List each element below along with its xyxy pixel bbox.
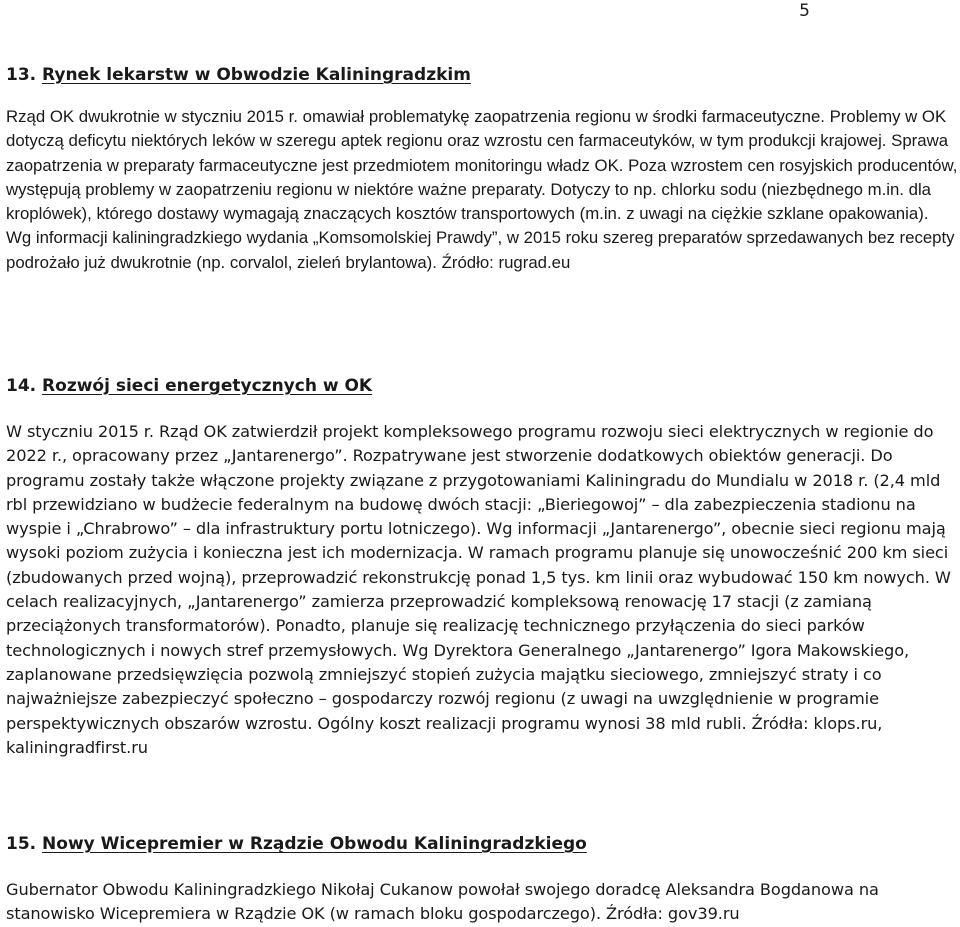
section-title: Rynek lekarstw w Obwodzie Kaliningradzkim (42, 65, 471, 85)
section-title: Rozwój sieci energetycznych w OK (42, 376, 373, 396)
page-number: 5 (799, 1, 810, 21)
section-14 (6, 374, 958, 760)
section-body: Rząd OK dwukrotnie w styczniu 2015 r. omawiał problematykę zaopatrzenia regionu w środki farmaceutyczne. Problemy w OK dotyczą deficytu niektórych leków w szeregu aptek regionu oraz wzrostu cen farmaceutyków, w tym produkcji krajowej. Sprawa zaopatrzenia w preparaty farmaceutyczne jest przedmiotem monitoringu władz OK. Poza wzrostem cen rosyjskich producentów, występują problemy w zaopatrzeniu regionu w niektóre ważne preparaty. Dotyczy to np. chlorku sodu (niezbędnego m.in. dla kroplówek), którego dostawy wymagają znaczących kosztów transportowych (m.in. z uwagi na ciężkie szklane opakowania). Wg informacji kaliningradzkiego wydania „Komsomolskiej Prawdy”, w 2015 roku szereg preparatów sprzedawanych bez recepty podrożało już dwukrotnie (np. corvalol, zieleń brylantowa). Źródło: rugrad.eu (6, 107, 958, 272)
section-heading (6, 374, 958, 398)
section-number: 13. (6, 65, 37, 85)
section-number: 14. (6, 376, 37, 396)
section-body: Gubernator Obwodu Kaliningradzkiego Nikołaj Cukanow powołał swojego doradcę Aleksandra Bogdanowa na stanowisko Wicepremiera w Rządzie OK (w ramach bloku gospodarczego). Źródła: gov39.ru (6, 880, 879, 924)
section-title: Nowy Wicepremier w Rządzie Obwodu Kaliningradzkiego (42, 834, 587, 854)
section-body: W styczniu 2015 r. Rząd OK zatwierdził projekt kompleksowego programu rozwoju sieci elektrycznych w regionie do 2022 r., opracowany przez „Jantarenergo”. Rozpatrywane jest stworzenie dodatkowych obiektów generacji. Do programu zostały także włączone projekty związane z przygotowaniami Kaliningradu do Mundialu w 2018 r. (2,4 mld rbl przewidziano w budżecie federalnym na budowę dwóch stacji: „Bieriegowoj” – dla zabezpieczenia stadionu na wyspie i „Chrabrowo” – dla infrastruktury portu lotniczego). Wg informacji „Jantarenergo”, obecnie sieci regionu mają wysoki poziom zużycia i konieczna jest ich modernizacja. W ramach programu planuje się unowocześnić 200 km sieci (zbudowanych przed wojną), przeprowadzić rekonstrukcję ponad 1,5 tys. km linii oraz wybudować 150 km nowych. W celach realizacyjnych, „Jantarenergo” zamierza przeprowadzić kompleksową renowację 17 stacji (z zamianą przeciążonych transformatorów). Ponadto, planuje się realizację technicznego przyłączenia do sieci parków technologicznych i nowych stref przemysłowych. Wg Dyrektora Generalnego „Jantarenergo” Igora Makowskiego, zaplanowane przedsięwzięcia pozwolą zmniejszyć stopień zużycia majątku sieciowego, zmniejszyć straty i co najważniejsze zabezpieczyć społeczno – gospodarczy rozwój regionu (z uwagi na uwzględnienie w programie perspektywicznych obszarów wzrostu. Ogólny koszt realizacji programu wynosi 38 mld rubli. Źródła: klops.ru, kaliningradfirst.ru (6, 422, 951, 757)
section-number: 15. (6, 834, 37, 854)
section-heading (6, 832, 958, 856)
section-13 (6, 63, 958, 275)
section-heading (6, 63, 958, 87)
section-15 (6, 832, 958, 927)
